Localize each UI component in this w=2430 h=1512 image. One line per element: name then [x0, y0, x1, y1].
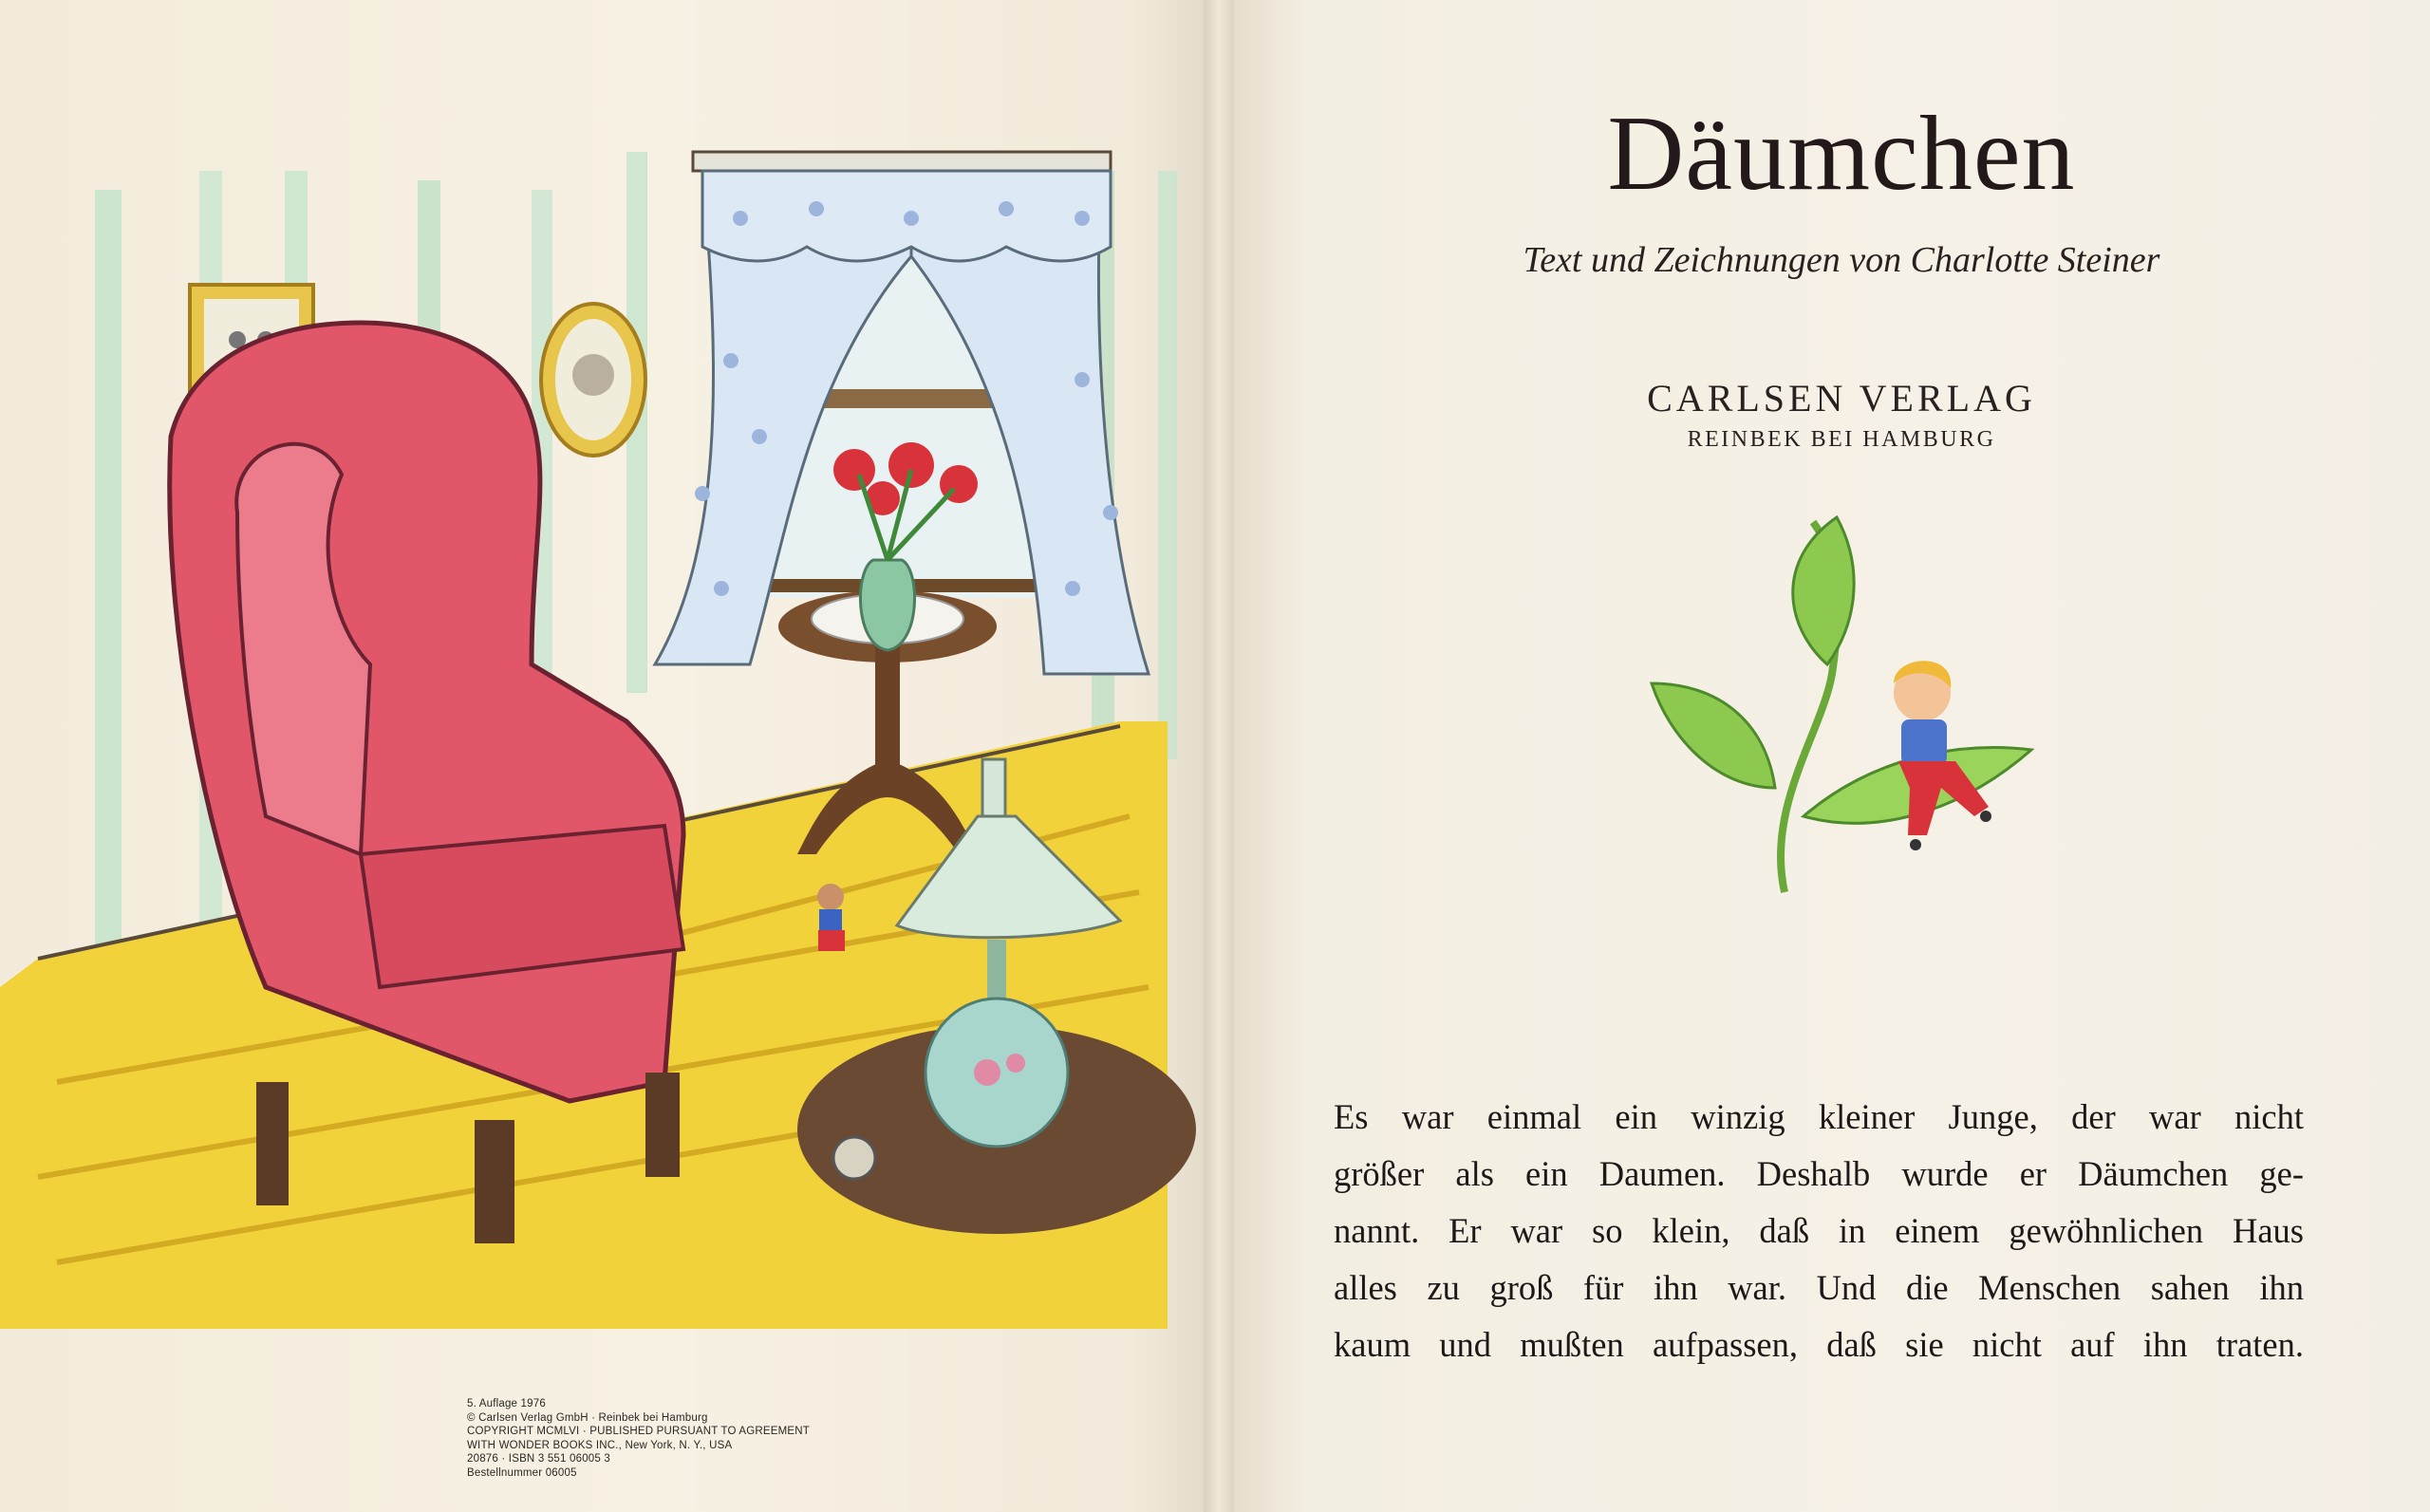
- book-gutter: [1204, 0, 1234, 1512]
- story-line: alles zu groß für ihn war. Und die Menschen sahen ihn: [1334, 1268, 2304, 1307]
- story-paragraph: [1334, 1089, 2304, 1373]
- left-page: [0, 0, 1204, 1512]
- story-line: kaum und mußten aufpassen, daß sie nicht auf ihn traten.: [1334, 1325, 2304, 1364]
- imprint-line: 5. Auflage 1976: [467, 1398, 546, 1409]
- publisher-name: CARLSEN VERLAG: [1647, 377, 2036, 420]
- publisher-place: REINBEK BEI HAMBURG: [1687, 427, 1996, 452]
- imprint-line: 20876 · ISBN 3 551 06005 3: [467, 1453, 610, 1465]
- little-boy-figure: [817, 884, 845, 951]
- story-line: Es war einmal ein winzig kleiner Junge, der war nicht: [1334, 1097, 2304, 1136]
- right-page: [1234, 0, 2430, 1512]
- book-title: Däumchen: [1607, 95, 2076, 213]
- book-subtitle: Text und Zeichnungen von Charlotte Steiner: [1523, 240, 2160, 280]
- boy-on-leaf-vignette: [1614, 503, 2050, 911]
- imprint-line: © Carlsen Verlag GmbH · Reinbek bei Hamburg: [467, 1411, 708, 1424]
- story-line: nannt. Er war so klein, daß in einem gewöhnlichen Haus: [1334, 1211, 2304, 1250]
- imprint-line: Bestellnummer 06005: [467, 1466, 577, 1479]
- story-line: größer als ein Daumen. Deshalb wurde er Däumchen ge-: [1334, 1154, 2304, 1193]
- oval-portrait: [541, 304, 645, 456]
- imprint-block: [467, 1397, 810, 1481]
- imprint-line: COPYRIGHT MCMLVI · PUBLISHED PURSUANT TO AGREEMENT: [467, 1426, 811, 1438]
- living-room-illustration: [0, 133, 1204, 1329]
- imprint-line: WITH WONDER BOOKS INC., New York, N. Y., USA: [467, 1439, 733, 1451]
